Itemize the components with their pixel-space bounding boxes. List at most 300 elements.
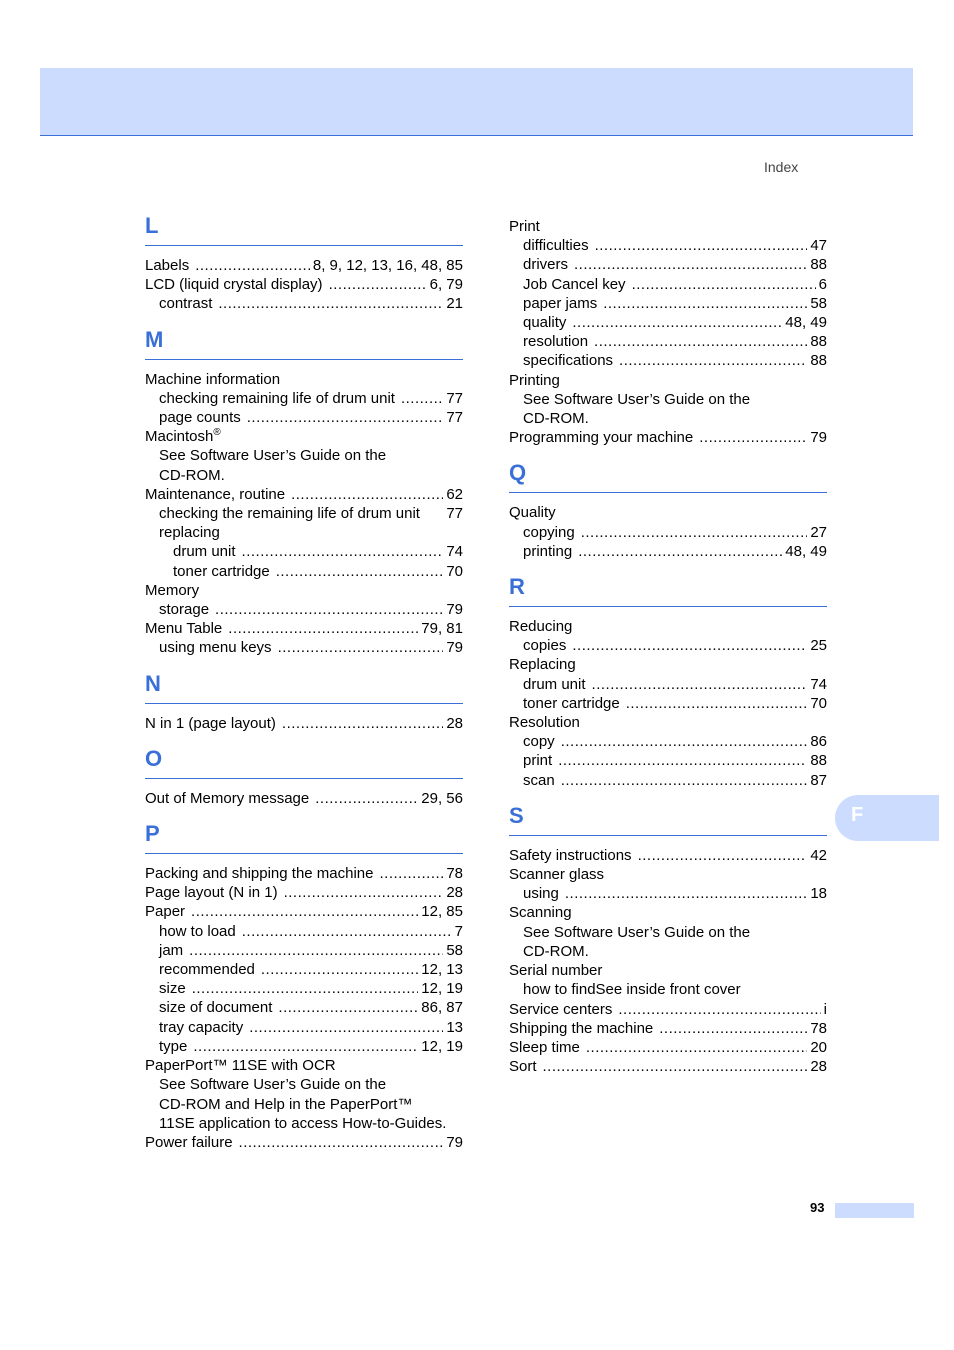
index-entry-text [523,523,575,542]
index-entry-label: Printing [509,371,560,389]
index-entry-pages[interactable]: 74 [810,675,827,693]
index-entry[interactable] [509,771,827,790]
index-entry-pages[interactable]: 8, 9, 12, 13, 16, 48, 85 [312,257,463,274]
index-entry-label: See Software User’s Guide on the [523,923,751,941]
dot-leader [276,562,444,581]
header-section-label: Index [764,159,799,175]
index-entry-pages[interactable]: 25 [810,637,827,655]
index-entry-pages[interactable]: 62 [446,485,463,503]
dot-leader [291,485,443,504]
index-entry[interactable] [145,789,463,808]
dot-leader [619,351,807,370]
index-entry[interactable] [509,428,827,447]
index-entry-pages[interactable]: 6 [818,275,827,293]
index-entry[interactable] [145,714,463,733]
index-entry-label: Macintosh [145,428,214,446]
index-entry-text [523,332,588,351]
dot-leader [228,619,418,638]
index-letter-heading: P [145,821,463,854]
index-entry-pages[interactable]: 29, 56 [421,789,463,807]
index-entry-label: Out of Memory message [145,789,310,807]
dot-leader [401,389,443,408]
index-entry-pages[interactable]: 13 [446,1018,463,1036]
index-entry[interactable] [509,1057,827,1076]
index-entry-text [145,864,374,883]
index-entry[interactable] [145,619,463,638]
index-entry[interactable] [509,503,827,522]
index-entry-pages[interactable]: 87 [810,771,827,789]
index-letter-heading: M [145,327,463,360]
index-entry[interactable] [509,275,827,294]
index-entry[interactable] [145,523,463,542]
index-entry-pages[interactable]: 88 [810,333,827,351]
index-entry[interactable] [509,961,827,980]
index-entry-pages[interactable]: 48, 49 [785,542,827,560]
index-entry-pages[interactable]: 42 [810,846,827,864]
index-entry-text [509,961,602,980]
index-entry[interactable] [145,466,463,485]
dot-leader [572,313,782,332]
index-entry-label: tray capacity [159,1018,244,1036]
index-entry[interactable] [145,1018,463,1037]
index-section [145,808,463,1152]
index-entry-text [159,446,386,465]
index-entry-text [159,979,186,998]
dot-leader [242,542,444,561]
index-entry-label: Sleep time [509,1038,580,1056]
index-entry-text [145,902,185,921]
index-entry-text [145,256,189,275]
dot-leader [543,1057,808,1076]
index-letter-heading: S [509,803,827,836]
index-entry-text [145,485,285,504]
index-entry[interactable] [509,923,827,942]
index-entry-pages[interactable]: 12, 19 [421,1037,463,1055]
index-entry-label: LCD (liquid crystal display) [145,276,323,294]
index-entry-text [145,714,276,733]
header-band [40,68,913,136]
index-section [509,790,827,1076]
index-entry[interactable] [509,236,827,255]
index-entry-text [509,503,556,522]
index-entry-pages[interactable]: 79 [446,639,463,657]
index-entry[interactable] [509,1000,827,1019]
dot-leader [284,883,444,902]
index-entry[interactable] [145,902,463,921]
dot-leader [592,675,808,694]
index-entry-text [509,1000,612,1019]
index-entry-label: CD-ROM and Help in the PaperPort™ [159,1095,413,1113]
index-entry-text [159,1075,386,1094]
index-entry-pages[interactable]: 77 [446,505,463,523]
index-entry-text [509,371,560,390]
index-entry-text [509,1038,580,1057]
index-entry-text [509,865,604,884]
index-entry-text [523,771,555,790]
dot-leader [626,694,808,713]
index-entry[interactable] [145,294,463,313]
index-entry[interactable] [145,998,463,1017]
dot-leader [572,636,807,655]
index-entry-pages[interactable]: 27 [810,523,827,541]
index-entry-label: N in 1 (page layout) [145,714,276,732]
index-entry-pages[interactable]: 88 [810,352,827,370]
index-entry-label: See Software User’s Guide on the [159,447,387,465]
index-entry-text [159,294,212,313]
index-entry[interactable] [145,1037,463,1056]
index-entry-pages[interactable]: 79, 81 [421,620,463,638]
index-entry-text [159,389,395,408]
index-entry-text [523,409,589,428]
index-entry[interactable] [145,389,463,408]
index-entry[interactable] [145,275,463,294]
index-entry-label: Quality [509,504,556,522]
index-entry-label: Scanning [509,904,572,922]
index-entry-label: print [523,752,553,770]
dot-leader [574,255,807,274]
index-entry-pages[interactable]: 78 [810,1019,827,1037]
index-entry[interactable] [145,1114,463,1133]
index-entry[interactable] [509,390,827,409]
index-entry-label: PaperPort™ 11SE with OCR [145,1057,336,1075]
dot-leader [561,771,808,790]
index-entry-label: drum unit [523,675,586,693]
index-entry[interactable] [509,732,827,751]
index-entry-text [523,923,750,942]
dot-leader [215,600,443,619]
index-entry-text [145,1133,233,1152]
dot-leader [638,846,808,865]
index-entry-text [159,1095,412,1114]
index-entry-text [523,751,552,770]
index-entry[interactable] [145,1075,463,1094]
index-entry[interactable] [509,255,827,274]
index-entry-label: how to findSee inside front cover [523,981,741,999]
index-entry-pages[interactable]: 58 [810,294,827,312]
dot-leader [261,960,418,979]
index-entry-pages[interactable]: 79 [810,429,827,447]
index-entry-pages[interactable]: 77 [446,409,463,427]
index-entry[interactable] [145,883,463,902]
index-entry-text [145,789,309,808]
index-entry-text [523,884,559,903]
index-entry-label: Replacing [509,656,576,674]
index-entry-label: Serial number [509,962,603,980]
index-entry[interactable] [509,217,827,236]
dot-leader [192,979,419,998]
index-entry-text [145,370,280,389]
index-entry[interactable] [509,542,827,561]
index-entry-label: Scanner glass [509,866,605,884]
index-entry-label: how to load [159,922,236,940]
index-entry-text [523,732,555,751]
index-entry[interactable] [145,1056,463,1075]
index-entry-text [509,217,540,236]
index-entry-label: size [159,980,186,998]
index-entry[interactable] [145,638,463,657]
index-section [145,213,463,314]
index-entry-pages[interactable]: 74 [446,543,463,561]
index-entry-text [159,1018,243,1037]
index-entry[interactable] [145,504,463,523]
index-entry-text [523,255,568,274]
index-column-right [509,217,827,1076]
index-entry[interactable] [145,485,463,504]
index-entry-text [523,542,572,561]
index-entry[interactable] [145,1095,463,1114]
index-section [145,658,463,733]
dot-leader [586,1038,807,1057]
dot-leader [578,542,782,561]
index-entry-label: Packing and shipping the machine [145,865,374,883]
index-entry-text [523,313,566,332]
index-entry-text [159,504,420,523]
index-entry-pages[interactable]: 70 [446,562,463,580]
index-entry[interactable] [509,1038,827,1057]
index-entry-text [145,619,222,638]
dot-leader [603,294,807,313]
index-entry-text [509,903,572,922]
index-entry-pages[interactable]: 88 [810,752,827,770]
index-entry-text [173,542,236,561]
index-entry-text [509,428,693,447]
index-entry-text [509,1019,653,1038]
index-entry-label: Shipping the machine [509,1019,654,1037]
index-entry-text [523,694,620,713]
index-entry[interactable] [145,562,463,581]
index-entry-text [159,960,255,979]
dot-leader [699,428,807,447]
index-entry-text [145,427,221,446]
dot-leader [558,751,807,770]
index-entry-label: type [159,1037,188,1055]
dot-leader [380,864,444,883]
index-entry-label: copy [523,733,555,751]
index-entry-text [159,600,209,619]
index-entry[interactable] [509,865,827,884]
index-entry-text [159,523,220,542]
index-entry-text [159,638,272,657]
index-entry-text [523,980,741,999]
index-entry-label: Resolution [509,714,580,732]
index-entry-text [159,922,236,941]
index-entry-text [523,942,589,961]
index-entry-label: Power failure [145,1133,233,1151]
chapter-tab[interactable] [835,795,939,841]
index-entry-text [509,617,572,636]
index-entry[interactable] [509,903,827,922]
index-entry[interactable] [145,1133,463,1152]
index-entry-label: checking remaining life of drum unit [159,389,395,407]
index-entry[interactable] [509,409,827,428]
index-entry-label: Job Cancel key [523,275,626,293]
index-entry[interactable] [509,313,827,332]
index-section [145,733,463,808]
index-entry[interactable] [509,980,827,999]
index-entry-text [159,941,183,960]
dot-leader [278,998,418,1017]
index-entry-text [145,883,278,902]
index-entry-label: contrast [159,295,213,313]
index-entry[interactable] [145,370,463,389]
index-entry-text [159,1037,187,1056]
index-entry-label: printing [523,542,573,560]
index-entry[interactable] [145,427,463,446]
dot-leader [239,1133,444,1152]
index-entry-label: recommended [159,961,255,979]
index-entry-text [159,1114,446,1133]
index-entry[interactable] [509,1019,827,1038]
index-entry-text [509,846,632,865]
index-entry-label: toner cartridge [523,694,620,712]
dot-leader [565,884,807,903]
index-entry[interactable] [509,884,827,903]
dot-leader [249,1018,443,1037]
index-entry[interactable] [509,694,827,713]
dot-leader [594,332,807,351]
index-entry[interactable] [509,942,827,961]
index-letter-heading: O [145,746,463,779]
index-entry-label: Page layout (N in 1) [145,884,278,902]
index-section [509,561,827,790]
index-letter-heading: N [145,671,463,704]
index-entry-pages[interactable]: 6, 79 [429,276,463,294]
index-entry-pages[interactable]: 77 [446,389,463,407]
index-entry[interactable] [509,371,827,390]
dot-leader [278,638,444,657]
index-entry-label: Machine information [145,370,281,388]
index-entry[interactable] [509,636,827,655]
index-entry[interactable] [145,979,463,998]
dot-leader [282,714,443,733]
index-entry[interactable] [145,446,463,465]
index-entry-pages[interactable]: 86, 87 [421,999,463,1017]
index-entry-label: page counts [159,409,241,427]
index-entry-label: storage [159,601,210,619]
index-entry[interactable] [509,655,827,674]
index-entry-label: Safety instructions [509,846,632,864]
index-entry-pages[interactable]: 12, 85 [421,903,463,921]
index-entry-pages[interactable]: 79 [446,1133,463,1151]
dot-leader [595,236,808,255]
index-entry-label: drivers [523,256,569,274]
index-entry[interactable] [509,751,827,770]
index-entry[interactable] [145,408,463,427]
index-entry-pages[interactable]: i [823,1000,827,1018]
index-entry-text [145,1056,336,1075]
index-entry-pages[interactable]: 28 [810,1058,827,1076]
index-column-left [145,213,463,1152]
dot-leader [315,789,418,808]
index-entry[interactable] [145,941,463,960]
dot-leader [581,523,808,542]
index-entry[interactable] [145,960,463,979]
index-entry-label: jam [159,941,184,959]
dot-leader [189,941,443,960]
index-section [509,447,827,561]
index-entry[interactable] [145,256,463,275]
dot-leader [218,294,443,313]
index-entry-pages[interactable]: 79 [446,601,463,619]
index-entry-label: Reducing [509,618,573,636]
dot-leader [247,408,444,427]
index-entry-text [509,1057,537,1076]
index-entry-text [173,562,270,581]
registered-mark: ® [213,427,221,439]
index-entry-pages[interactable]: 70 [810,694,827,712]
index-entry[interactable] [145,922,463,941]
index-entry[interactable] [509,675,827,694]
index-entry[interactable] [509,351,827,370]
index-entry-pages[interactable]: 48, 49 [785,314,827,332]
dot-leader [329,275,427,294]
index-entry[interactable] [509,713,827,732]
index-entry-pages[interactable]: 28 [446,714,463,732]
index-entry-text [159,998,272,1017]
index-entry[interactable] [145,600,463,619]
index-entry-pages[interactable]: 86 [810,733,827,751]
index-entry-text [509,713,580,732]
index-entry-label: quality [523,314,567,332]
index-entry-label: toner cartridge [173,562,270,580]
dot-leader [632,275,816,294]
index-entry[interactable] [509,617,827,636]
index-entry-label: Print [509,218,540,235]
dot-leader [561,732,808,751]
index-entry-label: size of document [159,999,273,1017]
index-entry-label: CD-ROM. [523,942,589,960]
index-entry-text [523,236,589,255]
index-entry[interactable] [145,581,463,600]
index-entry-text [523,390,750,409]
index-entry-pages[interactable]: 28 [446,884,463,902]
index-entry-text [159,466,225,485]
index-entry-label: Memory [145,581,200,599]
index-entry-pages[interactable]: 12, 19 [421,980,463,998]
index-entry-label: 11SE application to access How-to-Guides. [159,1114,447,1132]
index-entry[interactable] [509,332,827,351]
index-entry-label: See Software User’s Guide on the [159,1076,387,1094]
index-entry[interactable] [509,846,827,865]
index-entry-text [523,294,597,313]
index-entry-pages[interactable]: 18 [810,885,827,903]
index-entry-label: See Software User’s Guide on the [523,390,751,408]
index-entry-label: Labels [145,257,190,274]
index-entry-label: Sort [509,1058,537,1076]
page-number: 93 [810,1200,825,1215]
index-entry[interactable] [509,294,827,313]
index-entry-pages[interactable]: 20 [810,1038,827,1056]
index-entry[interactable] [509,523,827,542]
index-entry[interactable] [145,864,463,883]
index-entry-pages[interactable]: 58 [446,941,463,959]
index-entry-pages[interactable]: 88 [810,256,827,274]
index-entry[interactable] [145,542,463,561]
index-section [145,314,463,658]
index-entry-pages[interactable]: 21 [446,295,463,313]
index-entry-pages[interactable]: 47 [810,237,827,255]
dot-leader [191,902,418,921]
index-entry-label: Paper [145,903,186,921]
index-entry-text [523,275,626,294]
index-letter-heading: L [145,213,463,246]
index-entry-pages[interactable]: 78 [446,865,463,883]
index-entry-pages[interactable]: 12, 13 [421,961,463,979]
index-entry-label: replacing [159,524,220,542]
index-entry-label: Service centers [509,1000,613,1018]
index-entry-label: drum unit [173,543,236,561]
index-entry-pages[interactable]: 7 [454,922,463,940]
